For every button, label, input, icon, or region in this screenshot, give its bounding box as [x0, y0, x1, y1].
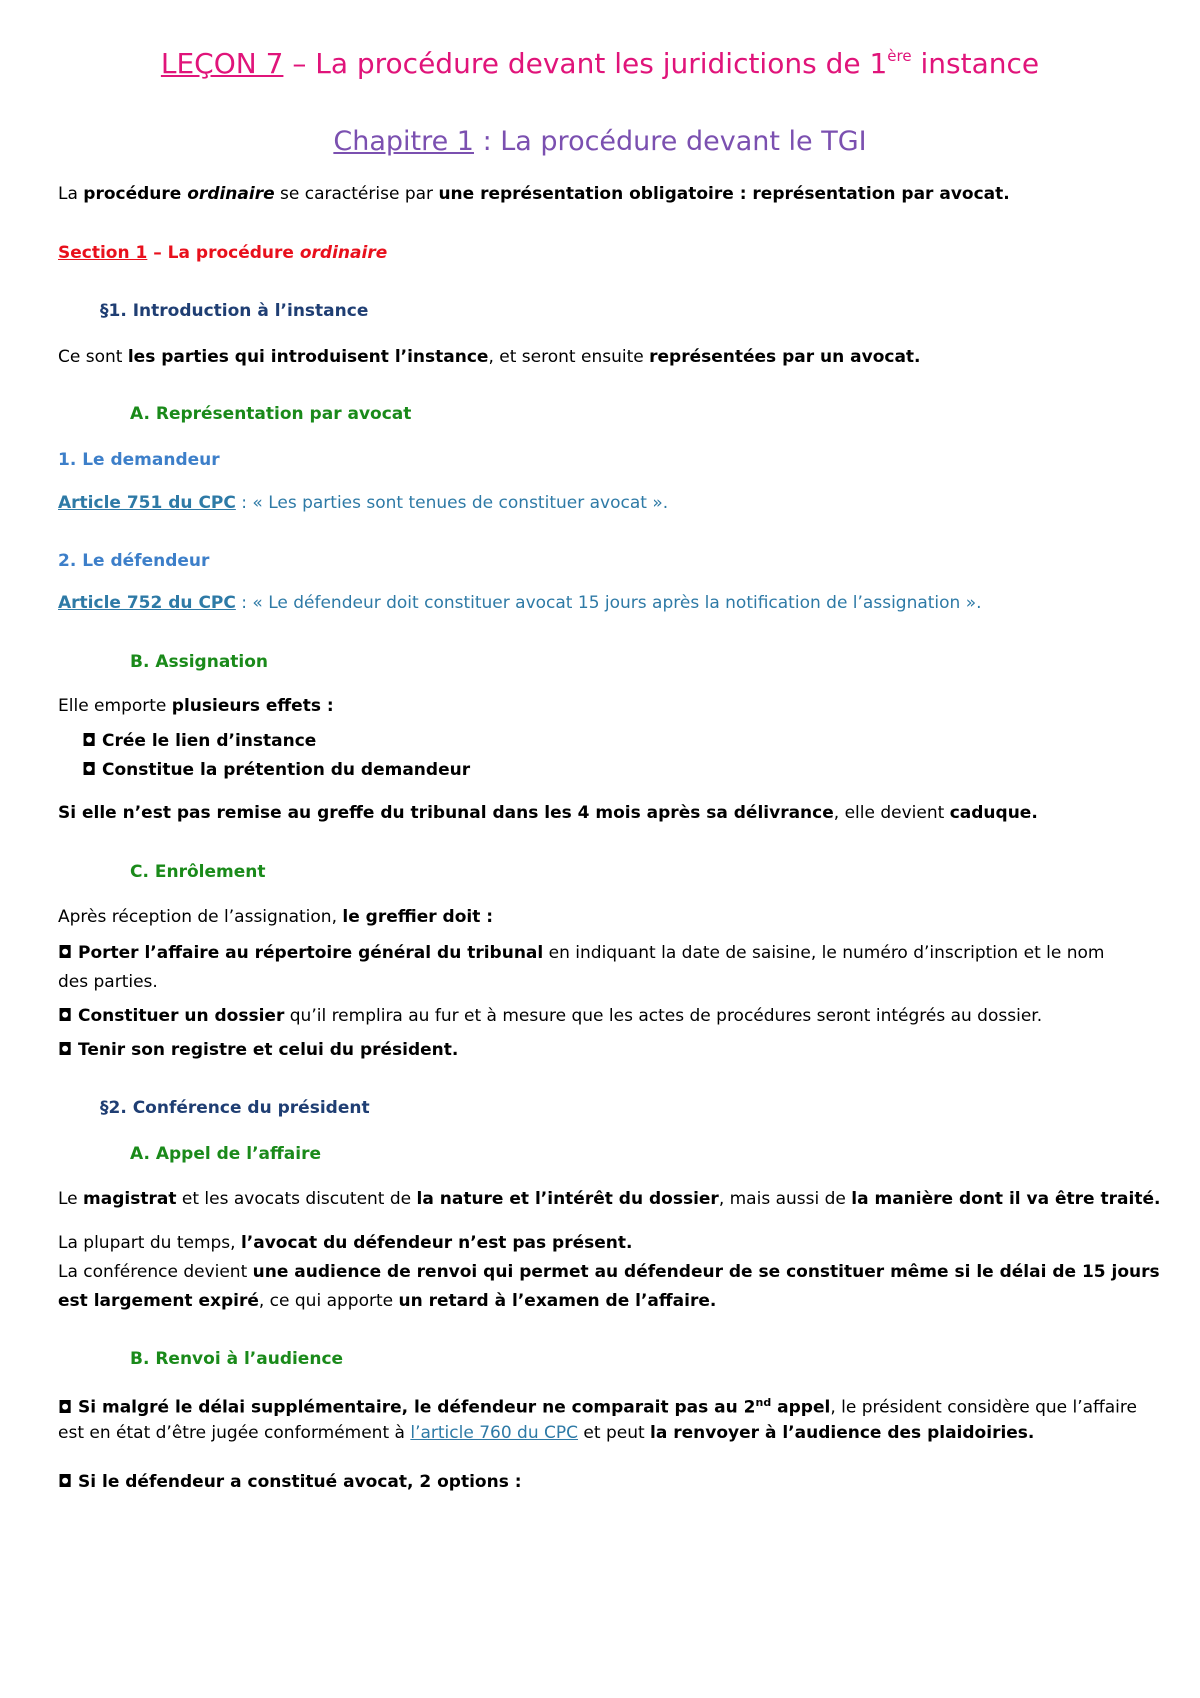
renvoi-line-2: est en état d’être jugée conformément à l’article 760 du CPC et peut la renvoyer à l’audience des plaidoiries. [58, 1423, 1035, 1443]
list-item: ◘ Tenir son registre et celui du président. [58, 1040, 459, 1060]
paragraph-intro-text: Ce sont les parties qui introduisent l’instance, et seront ensuite représentées par un avocat. [58, 347, 921, 367]
list-item: ◘ Crée le lien d’instance [82, 731, 317, 751]
appel-line-1: Le magistrat et les avocats discutent de la nature et l’intérêt du dossier, mais aussi de la manière dont il va être traité. [58, 1189, 1161, 1209]
enrolement-intro: Après réception de l’assignation, le greffier doit : [58, 907, 494, 927]
section-heading: Section 1 – La procédure ordinaire [58, 243, 388, 263]
subheading-b: B. Assignation [130, 652, 269, 672]
bullet-icon: ◘ [58, 943, 73, 963]
chapter-title: Chapitre 1 : La procédure devant le TGI [333, 126, 867, 157]
chapter-number: Chapitre 1 [333, 126, 474, 157]
list-item: ◘ Porter l’affaire au répertoire général du tribunal en indiquant la date de saisine, le numéro d’inscription et le nom [58, 943, 1105, 963]
appel-line-3: La conférence devient une audience de renvoi qui permet au défendeur de se constituer même si le délai de 15 jours [58, 1262, 1160, 1282]
bullet-icon: ◘ [58, 1006, 73, 1026]
renvoi-line-3: ◘ Si le défendeur a constitué avocat, 2 options : [58, 1472, 522, 1492]
assignation-intro: Elle emporte plusieurs effets : [58, 696, 334, 716]
appel-line-2: La plupart du temps, l’avocat du défendeur n’est pas présent. [58, 1233, 633, 1253]
item-demandeur: 1. Le demandeur [58, 450, 220, 470]
subheading-a: A. Représentation par avocat [130, 404, 412, 424]
caducite-line: Si elle n’est pas remise au greffe du tribunal dans les 4 mois après sa délivrance, elle devient caduque. [58, 803, 1038, 823]
subheading-a2: A. Appel de l’affaire [130, 1144, 321, 1164]
lesson-number: LEÇON 7 [160, 47, 284, 80]
article-751-link[interactable]: Article 751 du CPC [58, 493, 236, 513]
lesson-title: LEÇON 7 – La procédure devant les juridictions de 1ère instance [160, 47, 1040, 80]
bullet-icon: ◘ [58, 1397, 73, 1418]
article-752-line: Article 752 du CPC : « Le défendeur doit constituer avocat 15 jours après la notification de l’assignation ». [58, 593, 982, 613]
list-item: ◘ Constitue la prétention du demandeur [82, 760, 471, 780]
article-760-link[interactable]: l’article 760 du CPC [410, 1423, 579, 1443]
renvoi-line-1: ◘ Si malgré le délai supplémentaire, le défendeur ne comparait pas au 2nd appel, le président considère que l’affaire [58, 1396, 1137, 1418]
article-751-line: Article 751 du CPC : « Les parties sont tenues de constituer avocat ». [58, 493, 669, 513]
bullet-icon: ◘ [82, 731, 97, 751]
subheading-b2: B. Renvoi à l’audience [130, 1349, 344, 1369]
intro-paragraph: La procédure ordinaire se caractérise par une représentation obligatoire : représentation par avocat. [58, 184, 1010, 204]
appel-line-4: est largement expiré, ce qui apporte un retard à l’examen de l’affaire. [58, 1291, 717, 1311]
bullet-icon: ◘ [82, 760, 97, 780]
list-item: ◘ Constituer un dossier qu’il remplira au fur et à mesure que les actes de procédures seront intégrés au dossier. [58, 1006, 1043, 1026]
bullet-icon: ◘ [58, 1472, 73, 1492]
bullet-icon: ◘ [58, 1040, 73, 1060]
item-defendeur: 2. Le défendeur [58, 551, 210, 571]
article-752-link[interactable]: Article 752 du CPC [58, 593, 236, 613]
list-item-continuation: des parties. [58, 972, 158, 992]
subheading-c: C. Enrôlement [130, 862, 266, 882]
paragraph-heading-1: §1. Introduction à l’instance [100, 301, 369, 321]
paragraph-heading-2: §2. Conférence du président [100, 1098, 370, 1118]
